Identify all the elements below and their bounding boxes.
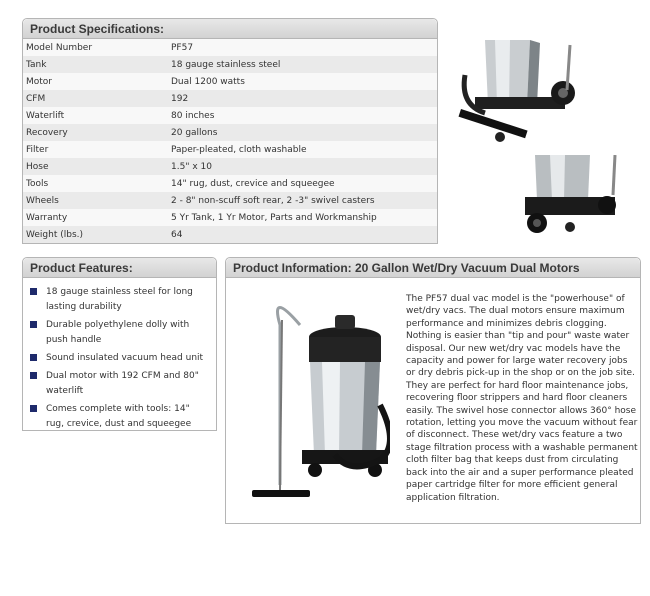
features-list — [23, 278, 216, 432]
specifications-title: Product Specifications: — [23, 19, 437, 39]
spec-value: 80 inches — [168, 107, 437, 124]
product-info-title: Product Information: 20 Gallon Wet/Dry Vacuum Dual Motors — [226, 258, 640, 278]
vacuum-photo-detail-bottom — [505, 155, 630, 245]
vacuum-product-photo — [240, 285, 390, 515]
features-title: Product Features: — [23, 258, 216, 278]
spec-label: Recovery — [23, 124, 168, 141]
feature-text: Comes complete with tools: 14" rug, crevice, dust and squeegee — [46, 404, 192, 429]
spec-row — [23, 124, 437, 141]
spec-row — [23, 141, 437, 158]
spec-value: 192 — [168, 90, 437, 107]
feature-text: Dual motor with 192 CFM and 80" waterlift — [46, 371, 199, 396]
spec-value: 64 — [168, 226, 437, 243]
feature-text: Durable polyethylene dolly with push handle — [46, 320, 190, 345]
feature-item — [30, 285, 210, 315]
square-bullet-icon — [30, 354, 37, 361]
specifications-table — [23, 39, 437, 243]
feature-item — [30, 402, 210, 432]
spec-value: Dual 1200 watts — [168, 73, 437, 90]
spec-label: Filter — [23, 141, 168, 158]
spec-label: Wheels — [23, 192, 168, 209]
feature-text: 18 gauge stainless steel for long lasting durability — [46, 287, 193, 312]
features-panel — [22, 257, 217, 431]
square-bullet-icon — [30, 288, 37, 295]
spec-label: Hose — [23, 158, 168, 175]
spec-row — [23, 209, 437, 226]
square-bullet-icon — [30, 372, 37, 379]
spec-label: Tank — [23, 56, 168, 73]
spec-row — [23, 175, 437, 192]
spec-row — [23, 90, 437, 107]
spec-value: 5 Yr Tank, 1 Yr Motor, Parts and Workmanship — [168, 209, 437, 226]
specifications-panel — [22, 18, 438, 244]
spec-value: 14" rug, dust, crevice and squeegee — [168, 175, 437, 192]
spec-label: Warranty — [23, 209, 168, 226]
spec-value: PF57 — [168, 39, 437, 56]
feature-item — [30, 369, 210, 399]
spec-label: Motor — [23, 73, 168, 90]
spec-row — [23, 73, 437, 90]
product-info-panel — [225, 257, 641, 524]
spec-row — [23, 226, 437, 243]
spec-value: 18 gauge stainless steel — [168, 56, 437, 73]
spec-value: 20 gallons — [168, 124, 437, 141]
spec-row — [23, 158, 437, 175]
spec-label: Model Number — [23, 39, 168, 56]
spec-label: Weight (lbs.) — [23, 226, 168, 243]
spec-row — [23, 107, 437, 124]
feature-item — [30, 318, 210, 348]
spec-row — [23, 39, 437, 56]
spec-label: CFM — [23, 90, 168, 107]
square-bullet-icon — [30, 321, 37, 328]
spec-label: Waterlift — [23, 107, 168, 124]
feature-item — [30, 351, 210, 366]
spec-row — [23, 56, 437, 73]
vacuum-photo-detail-top — [455, 35, 580, 155]
spec-row — [23, 192, 437, 209]
spec-value: 2 - 8" non-scuff soft rear, 2 -3" swivel casters — [168, 192, 437, 209]
spec-value: 1.5" x 10 — [168, 158, 437, 175]
spec-label: Tools — [23, 175, 168, 192]
product-description: The PF57 dual vac model is the "powerhouse" of wet/dry vacs. The dual motors ensure maximum performance and minimizes debris clogging. Nothing is easier than "tip and pour" waste water disposal. Our new wet/dry vac models have the capacity and power for large water recovery jobs or dry debris pick-up in the shop or on the job site. They are perfect for hard floor maintenance jobs, recovering floor strippers and hard floor cleaners easily. The swivel hose connector allows 360° hose rotation, letting you move the vacuum without fear of disconnect. These wet/dry vacs feature a two stage filtration process with a washable permanent cloth filter bag that keeps dust from circulating back into the air and a super performance pleated paper cartridge filter for more efficient general application filtration. — [406, 294, 638, 503]
feature-text: Sound insulated vacuum head unit — [46, 353, 204, 363]
square-bullet-icon — [30, 405, 37, 412]
spec-value: Paper-pleated, cloth washable — [168, 141, 437, 158]
